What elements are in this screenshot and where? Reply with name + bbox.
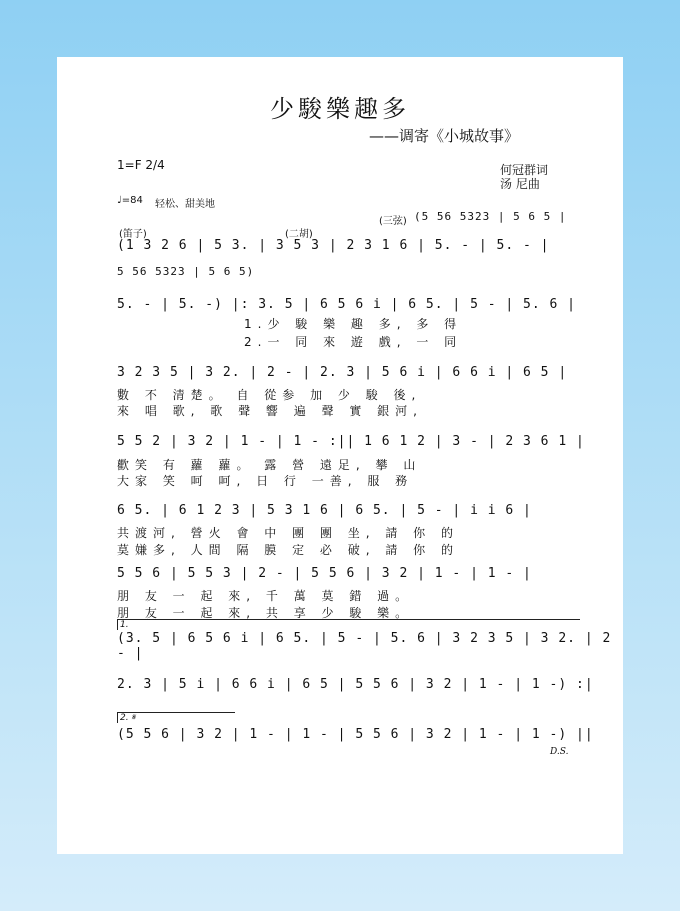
lyric-line: 歡笑 有 蘿 蘿。 露 營 遠足, 攀 山 (117, 458, 422, 472)
notation-row: (1 3 2 6 | 5 3. | 3 5 3 | 2 3 1 6 | 5. - | 5. - | (117, 238, 550, 253)
notation-row: 5 5 2 | 3 2 | 1 - | 1 - :|| 1 6 1 2 | 3 - | 2 3 6 1 | (117, 434, 585, 449)
notation-row: 5 5 6 | 5 5 3 | 2 - | 5 5 6 | 3 2 | 1 - | 1 - | (117, 566, 532, 581)
song-subtitle: ——调寄《小城故事》 (369, 127, 520, 145)
lyric-line: 大家 笑 呵 呵, 日 行 一善, 服 務 (117, 474, 414, 488)
notation-row: (5 56 5323 | 5 6 5 | (414, 210, 567, 223)
notation-row: (5 5 6 | 3 2 | 1 - | 1 - | 5 5 6 | 3 2 | 1 - | 1 -) || (117, 727, 594, 742)
sanxian-label: (三弦) (379, 216, 407, 227)
lyric-line: 朋 友 一 起 來, 千 萬 莫 錯 過。 (117, 589, 414, 603)
score-sheet (57, 57, 623, 854)
key-signature: 1=F 2/4 (117, 158, 165, 172)
erhu-label: (二胡) (285, 229, 313, 240)
notation-row: (3. 5 | 6 5 6 i | 6 5. | 5 - | 5. 6 | 3 2 3 5 | 3 2. | 2 - | (117, 631, 612, 661)
dizi-label: (笛子) (119, 229, 147, 240)
dal-segno-mark: D.S. (550, 747, 569, 757)
lyric-line: 來 唱 歌, 歌 聲 響 遍 聲 實 銀河, (117, 404, 423, 418)
notation-row: 2. 3 | 5 i | 6 6 i | 6 5 | 5 5 6 | 3 2 | 1 - | 1 -) :| (117, 677, 594, 692)
expression-mark: 轻松、甜美地 (155, 199, 215, 210)
notation-row: 5. - | 5. -) |: 3. 5 | 6 5 6 i | 6 5. | 5 - | 5. 6 | (117, 297, 576, 312)
notation-row: 5 56 5323 | 5 6 5) (117, 265, 255, 278)
notation-row: 3 2 3 5 | 3 2. | 2 - | 2. 3 | 5 6 i | 6 6 i | 6 5 | (117, 365, 568, 380)
song-title: 少駿樂趣多 (270, 95, 410, 123)
lyric-line: 1.少 駿 樂 趣 多, 多 得 (244, 317, 463, 331)
notation-row: 6 5. | 6 1 2 3 | 5 3 1 6 | 6 5. | 5 - | i i 6 | (117, 503, 532, 518)
lyric-line: 朋 友 一 起 來, 共 享 少 駿 樂。 (117, 606, 414, 620)
lyricist: 何冠群词 (500, 163, 549, 177)
composer: 汤 尼曲 (500, 177, 540, 191)
lyric-line: 共渡河, 營火 會 中 團 團 坐, 請 你 的 (117, 526, 459, 540)
lyric-line: 數 不 清楚。 自 從参 加 少 駿 後, (117, 388, 422, 402)
lyric-line: 莫嫌多, 人間 隔 膜 定 必 破, 請 你 的 (117, 543, 459, 557)
second-ending-bracket: 2. 𝄋 (117, 712, 235, 723)
lyric-line: 2.一 同 來 遊 戲, 一 同 (244, 335, 463, 349)
first-ending-bracket: 1. (117, 619, 580, 630)
tempo-mark: ♩=84 (117, 195, 143, 206)
